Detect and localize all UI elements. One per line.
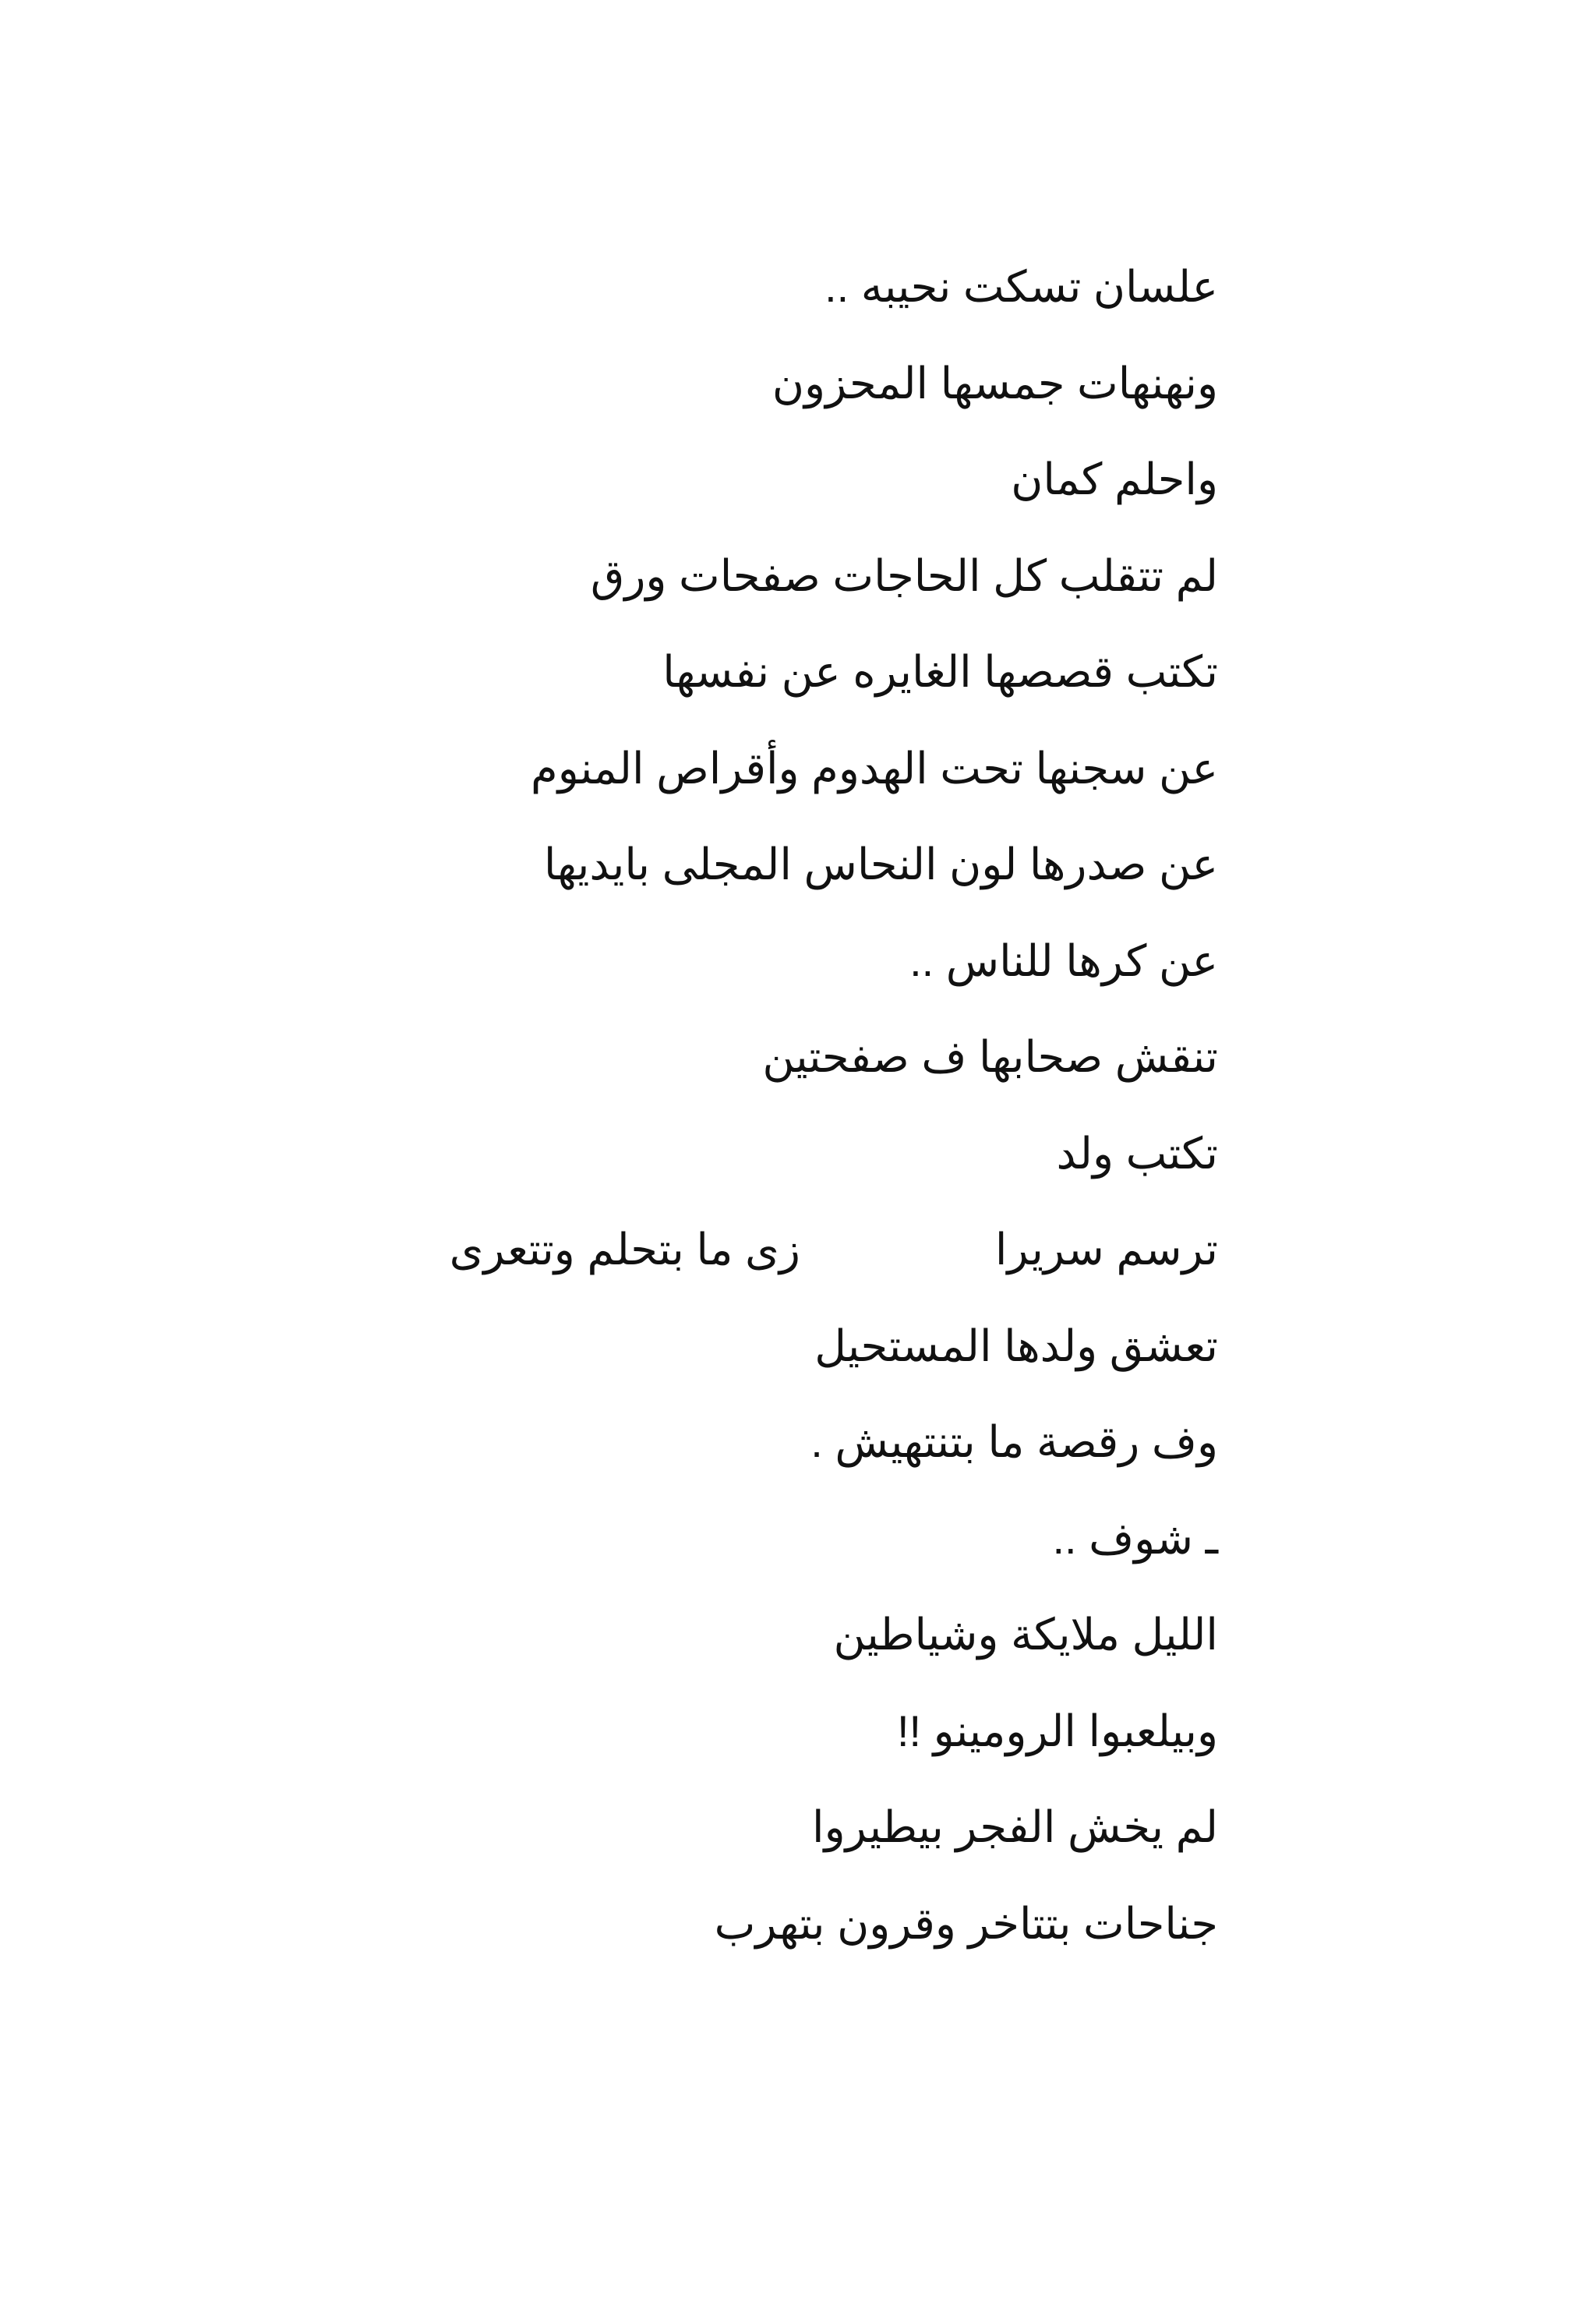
- poem-line-6: عن سجنها تحت الهدوم وأقراص المنوم: [531, 743, 1218, 793]
- poem-line-2: ونهنهات جمسها المحزون: [772, 358, 1218, 408]
- poem-line-8: عن كرها للناس ..: [909, 935, 1218, 985]
- poem-line-11: [127, 1201, 1218, 1298]
- poem-line-16: وبيلعبوا الرومينو !!: [897, 1706, 1218, 1755]
- poem-line-4: لم تتقلب كل الحاجات صفحات ورق: [590, 550, 1218, 600]
- poem-line-5: تكتب قصصها الغايره عن نفسها: [662, 647, 1218, 696]
- poem-line-14: ـ شوف ..: [1052, 1513, 1218, 1563]
- poem-line-7: عن صدرها لون النحاس المجلى بايديها: [543, 840, 1218, 889]
- poem-line-12: تعشق ولدها المستحيل: [814, 1320, 1218, 1370]
- poem-line-18: جناحات بتتاخر وقرون بتهرب: [714, 1898, 1218, 1948]
- poem-line-13: وف رقصة ما بتنتهيش .: [810, 1417, 1218, 1466]
- poem-text: [127, 239, 1218, 1971]
- poem-line-17: لم يخش الفجر بيطيروا: [812, 1802, 1218, 1851]
- poem-line-9: تنقش صحابها ف صفحتين: [762, 1032, 1218, 1081]
- poem-line-15: الليل ملايكة وشياطين: [833, 1610, 1218, 1659]
- poem-line-11-part-1: ترسم سريرا: [994, 1225, 1218, 1274]
- poem-line-11-part-2: زى ما بتحلم وتتعرى: [449, 1225, 800, 1274]
- poem-line-1: علسان تسكت نحيبه ..: [824, 262, 1218, 311]
- poem-line-10: تكتب ولد: [1056, 1128, 1218, 1178]
- poem-line-3: واحلم كمان: [1011, 454, 1218, 504]
